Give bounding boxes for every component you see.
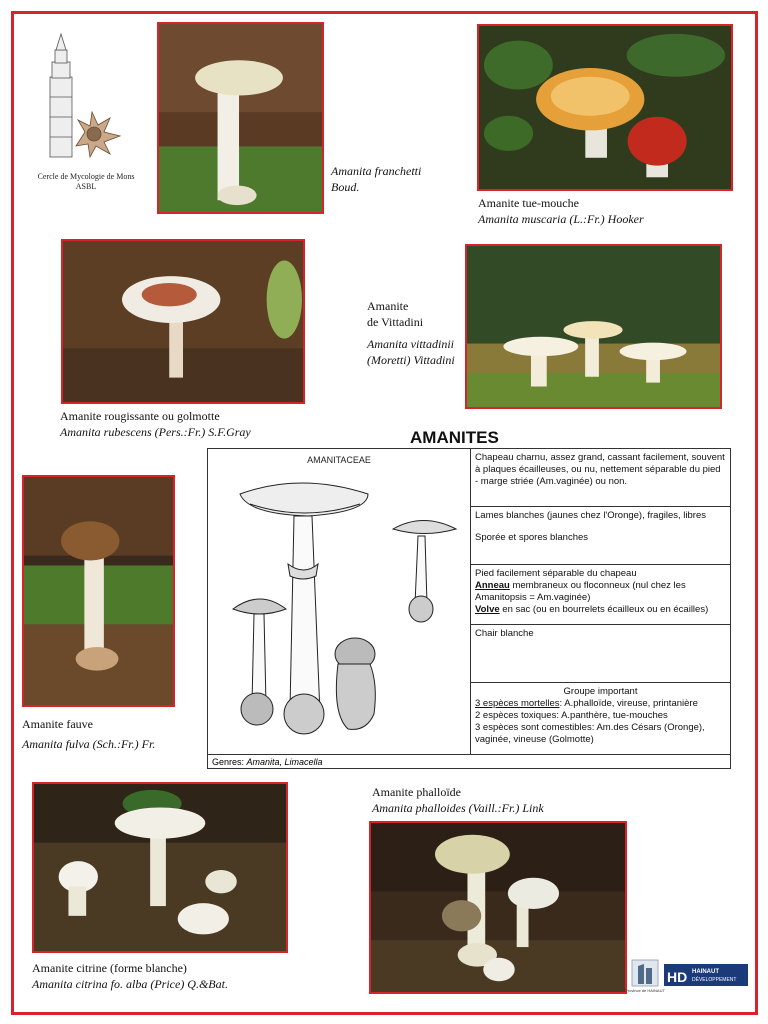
cell-lames: Lames blanches (jaunes chez l'Oronge), fragiles, libres Sporée et spores blanches bbox=[470, 507, 731, 565]
cell-chapeau: Chapeau charnu, assez grand, cassant facilement, souvent à plaques écailleuses, ou nu, nettement séparable du pied - marge striée (Am.vaginée) ou non. bbox=[470, 449, 731, 507]
photo-amanita-fulva bbox=[22, 475, 175, 707]
genres-row: Genres: Amanita, Limacella bbox=[208, 754, 731, 769]
illustration-panel bbox=[208, 449, 471, 754]
svg-text:HD: HD bbox=[667, 969, 688, 985]
photo-amanita-franchetti bbox=[157, 22, 324, 214]
caption-phalloides: Amanite phalloïde Amanita phalloides (Vaill.:Fr.) Link bbox=[372, 785, 544, 815]
cell-pied: Pied facilement séparable du chapeau Anneau membraneux ou floconneux (nul chez les Amanitopsis = Am.vaginée) Volve en sac (ou en bourrelets écailleux ou en écailles) bbox=[470, 565, 731, 625]
caption-rubescens: Amanite rougissante ou golmotte Amanita rubescens (Pers.:Fr.) S.F.Gray bbox=[60, 409, 251, 439]
photo-amanita-vittadinii bbox=[465, 244, 722, 409]
caption-franchetti: Amanita franchetti Boud. bbox=[331, 164, 422, 194]
svg-text:DÉVELOPPEMENT: DÉVELOPPEMENT bbox=[692, 977, 737, 983]
caption-fulva: Amanite fauve Amanita fulva (Sch.:Fr.) Fr. bbox=[22, 717, 156, 751]
family-label: AMANITACEAE bbox=[307, 455, 371, 465]
photo-amanita-muscaria bbox=[477, 24, 733, 191]
cell-groupe: Groupe important 3 espèces mortelles: A.phalloïde, vireuse, printanière 2 espèces toxiques: A.panthère, tue-mouches 3 espèces sont comestibles: Am.des Césars (Oronge), vaginée, vineuse (Golmotte) bbox=[475, 686, 705, 745]
photo-amanita-phalloides bbox=[369, 821, 627, 994]
photo-amanita-citrina bbox=[32, 782, 288, 953]
caption-citrina: Amanite citrine (forme blanche) Amanita citrina fo. alba (Price) Q.&Bat. bbox=[32, 961, 228, 991]
province-hainaut-logo bbox=[625, 960, 665, 993]
footer-logos bbox=[625, 958, 750, 998]
club-logo bbox=[30, 32, 130, 167]
caption-vittadinii: Amanite de Vittadini Amanita vittadinii (Moretti) Vittadini bbox=[367, 299, 455, 367]
caption-muscaria: Amanite tue-mouche Amanita muscaria (L.:Fr.) Hooker bbox=[478, 196, 644, 226]
amanita-drawing bbox=[208, 464, 470, 754]
svg-text:HAINAUT: HAINAUT bbox=[692, 969, 719, 975]
photo-amanita-rubescens bbox=[61, 239, 305, 404]
club-name: Cercle de Mycologie de Mons ASBL bbox=[37, 172, 135, 191]
svg-text:Province de HAINAUT: Province de HAINAUT bbox=[625, 988, 665, 993]
cell-chair: Chair blanche bbox=[470, 625, 731, 683]
characteristics-table bbox=[207, 448, 731, 769]
hainaut-developpement-logo bbox=[664, 964, 748, 986]
page-title: AMANITES bbox=[410, 428, 499, 447]
